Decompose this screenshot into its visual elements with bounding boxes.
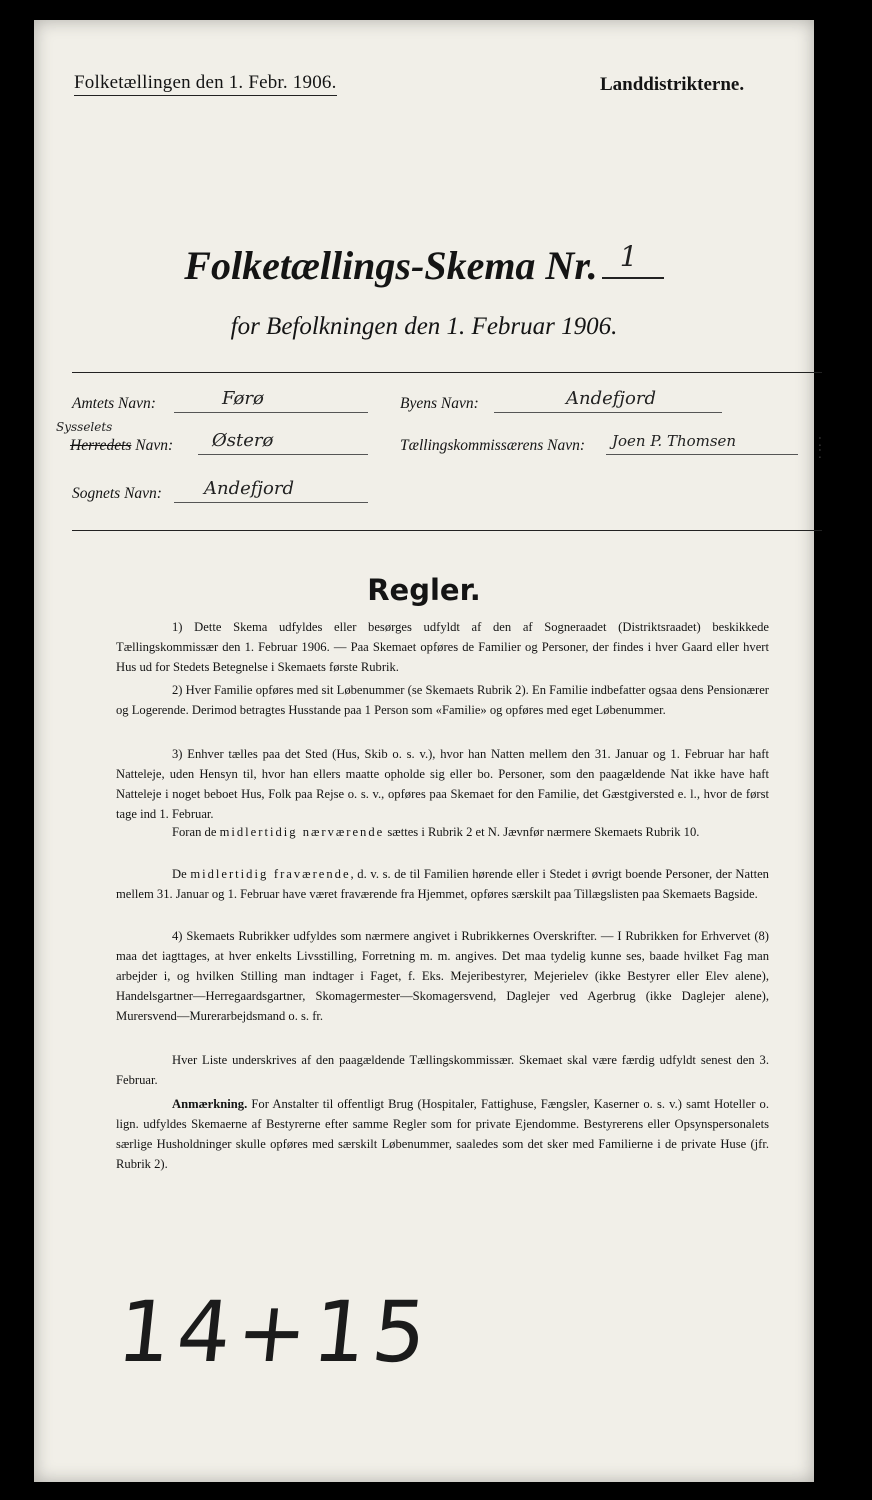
census-date-header: Folketællingen den 1. Febr. 1906. <box>74 72 337 96</box>
note-text: For Anstalter til offentligt Brug (Hospitaler, Fattighuse, Fængsler, Kaserner o. s. v.) samt Hoteller o. lign. udfyldes Skemaerne af Bestyrerne efter samme Regler som for private Ejendomme. Bestyrerens eller Opsynspersonalets særlige Husholdninger skulle opføres med særskilt Løbenummer, saaledes som det sker med Familierne i de private Huse (jfr. Rubrik 2). <box>116 1097 769 1171</box>
byen-value: Andefjord <box>566 388 656 409</box>
note-paragraph <box>116 1094 769 1174</box>
rules-heading: Regler. <box>367 573 481 607</box>
rule-3b-post: sættes i Rubrik 2 et N. Jævnfør nærmere Skemaets Rubrik 10. <box>384 825 700 839</box>
rule-3c-spaced: midlertidig fraværende <box>190 867 351 881</box>
rule-3c-post: , d. v. s. de til Familien hørende eller i Stedet i øvrigt boende Personer, der Natten mellem 31. Januar og 1. Februar have været fraværende fra Hjemmet, opføres særskilt paa Tillægslisten paa Skemaets Bagside. <box>116 867 769 901</box>
rule-3b-spaced: midlertidig nærværende <box>219 825 385 839</box>
sogn-line <box>174 502 368 503</box>
rule-3c-pre: De <box>172 867 191 881</box>
kommissaer-label: Tællingskommissærens Navn: <box>400 437 586 454</box>
rule-paragraph-2: 2) Hver Familie opføres med sit Løbenummer (se Skemaets Rubrik 2). En Familie indbefatter ogsaa dens Pensionærer og Logerende. Derimod betragtes Husstande paa 1 Person som «Familie» og opføres med eget Løbenummer. <box>116 683 769 717</box>
rule-paragraph-4: 4) Skemaets Rubrikker udfyldes som nærmere angivet i Rubrikkernes Overskrifter. — I Rubrikken for Erhvervet (8) maa det iagttages, at hver enkelts Livsstilling, Forretning m. m. angives. Det maa tydelig kunne ses, baade hvilket Fag man arbejder i, og hvilken Stilling man indtager i Faget, f. Eks. Mejeribestyrer, Mejerielev (ikke Bestyrer eller Elev alene), Handelsgartner—Herregaardsgartner, Skomagermester—Skomagersvend, Daglejer ved Agerbrug (ikke Daglejer alene), Murersvend—Murerarbejdsmand o. s. fr. <box>116 929 769 1023</box>
top-divider <box>72 372 822 373</box>
sysselets-correction: Sysselets <box>56 420 113 434</box>
margin-dots: ⁚ ⁚ <box>818 435 822 461</box>
amt-line <box>174 412 368 413</box>
byen-label: Byens Navn: <box>400 395 479 412</box>
rule-paragraph-1: 1) Dette Skema udfyldes eller besørges udfyldt af den af Sogneraadet (Distriktsraadet) beskikkede Tællingskommissær den 1. Februar 1906. — Paa Skemaet opføres de Familier og Personer, der findes i hver Gaard eller hvert Hus ud for Stedets Betegnelse i Skemaets første Rubrik. <box>116 620 769 674</box>
note-label: Anmærkning. <box>172 1097 248 1111</box>
census-form-page <box>34 20 822 1482</box>
sogn-label: Sognets Navn: <box>72 485 162 502</box>
form-title <box>34 242 814 290</box>
rule-paragraph-4b: Hver Liste underskrives af den paagældende Tællingskommissær. Skemaet skal være færdig udfyldt senest den 3. Februar. <box>116 1053 769 1087</box>
amt-label: Amtets Navn: <box>72 395 156 412</box>
amt-value: Førø <box>222 388 264 409</box>
kommissaer-line <box>606 454 798 455</box>
rule-paragraph-3c <box>116 864 769 904</box>
rule-paragraph-3b <box>116 822 769 842</box>
middle-divider <box>72 530 822 531</box>
form-number-value: 1 <box>619 240 638 273</box>
herred-line <box>198 454 368 455</box>
pencil-annotation: 14+15 <box>112 1283 438 1381</box>
herred-label-suffix: Navn: <box>135 437 174 454</box>
district-type-header: Landdistrikterne. <box>600 74 745 95</box>
form-title-text: Folketællings-Skema Nr. <box>184 243 598 288</box>
herred-struck-word: Herredets <box>70 437 132 454</box>
herred-value: Østerø <box>212 430 274 451</box>
form-number-line <box>602 240 664 279</box>
rule-3b-pre: Foran de <box>172 825 220 839</box>
byen-line <box>494 412 722 413</box>
form-subtitle: for Befolkningen den 1. Februar 1906. <box>230 313 618 340</box>
sogn-value: Andefjord <box>204 478 294 499</box>
kommissaer-value: Joen P. Thomsen <box>612 432 737 450</box>
herred-label <box>70 436 173 456</box>
rule-paragraph-3: 3) Enhver tælles paa det Sted (Hus, Skib o. s. v.), hvor han Natten mellem den 31. Januar og 1. Februar har haft Natteleje, uden Hensyn til, hvor han ellers maatte opholde sig eller bo. Personer, som den paagældende Nat ikke have haft Natteleje i noget beboet Hus, Folk paa Rejse o. s. v., opføres paa Skemaet for den Familie, det Gæstgiversted e. l., hvor de først tage ind 1. Februar. <box>116 747 769 821</box>
